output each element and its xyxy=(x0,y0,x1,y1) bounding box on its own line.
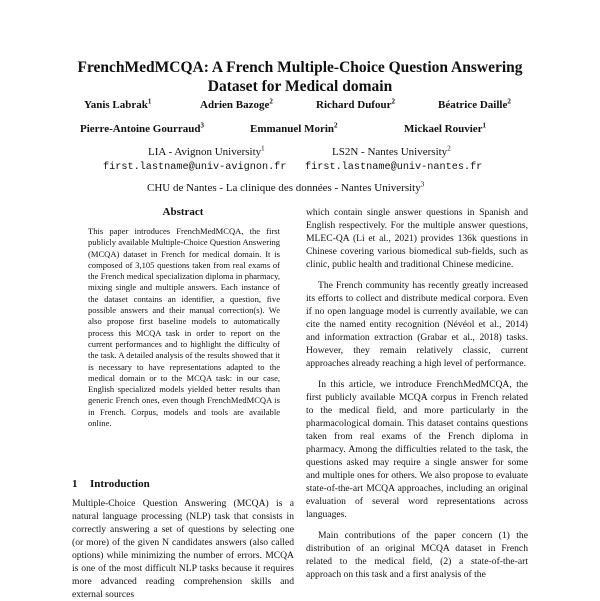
abstract-text: This paper introduces FrenchMedMCQA, the first publicly available Multiple-Choice Question Answering (MCQA) dataset in French for medical domain. It is composed of 3,105 questions taken from real exams of the French medical specialization diploma in pharmacy, mixing single and multiple answers. Each instance of the dataset contains an identifier, a question, five possible answers and their manual correction(s). We also propose first baseline models to automatically process this MCQA task in order to report on the current performances and to highlight the difficulty of the task. A detailed analysis of the results showed that it is necessary to have representations adapted to the medical domain or to the MCQA task: in our case, English specialized models yielded better results than generic French ones, even though FrenchMedMCQA is in French. Corpus, models and tools are available online. xyxy=(88,226,280,429)
email-1[interactable]: first.lastname@univ-avignon.fr xyxy=(103,162,287,173)
section-heading-introduction xyxy=(72,478,150,490)
affiliation-2-text: LS2N - Nantes University xyxy=(332,146,448,158)
author-name: Pierre-Antoine Gourraud xyxy=(80,123,201,135)
section-number: 1 xyxy=(72,478,78,490)
title-line-2: Dataset for Medical domain xyxy=(207,78,393,95)
paper-title xyxy=(40,58,560,96)
author-sup: 1 xyxy=(147,97,152,106)
right-paragraph-1: which contain single answer questions in Spanish and English respectively. For the multiple answer questions, MLEC-QA (Li et al., 2021) provides 136k questions in Chinese covering various biomedical sub-fields, such as clinic, public health and traditional Chinese medicine. xyxy=(306,207,528,270)
author-sup: 1 xyxy=(482,121,487,130)
email-2[interactable]: first.lastname@univ-nantes.fr xyxy=(305,162,483,173)
affiliation-3 xyxy=(147,181,424,195)
right-paragraph-3: In this article, we introduce FrenchMedMCQA, the first publicly available MCQA corpus in French related to the medical field, and more particularly in the pharmacological domain. This dataset contains questions taken from real exams of the French diploma in pharmacy. Among the difficulties related to the task, the questions asked may require a single answer for some and multiple ones for others. We also propose to evaluate state-of-the-art MCQA approaches, including an original evaluation of several word representations across languages. xyxy=(306,379,528,520)
affiliation-3-text: CHU de Nantes - La clinique des données - Nantes University xyxy=(147,182,421,194)
author-name: Emmanuel Morin xyxy=(250,123,335,135)
affiliation-2-sup: 2 xyxy=(447,144,451,153)
author xyxy=(316,98,395,112)
author-sup: 2 xyxy=(391,97,395,106)
affiliation-1 xyxy=(148,145,265,159)
affiliation-2 xyxy=(332,145,451,159)
introduction-text: Multiple-Choice Question Answering (MCQA) is a natural language processing (NLP) task that consists in correctly answering a set of questions by selecting one (or more) of the given N candidates answers (also called options) while minimizing the number of errors. MCQA is one of the most difficult NLP tasks because it requires more advanced reading comprehension skills and external sources xyxy=(72,498,294,600)
author xyxy=(200,98,273,112)
affiliation-1-text: LIA - Avignon University xyxy=(148,146,262,158)
author-name: Yanis Labrak xyxy=(84,99,148,111)
affiliation-1-sup: 1 xyxy=(261,144,265,153)
author-sup: 2 xyxy=(334,121,338,130)
author-name: Béatrice Daille xyxy=(438,99,508,111)
right-paragraph-4: Main contributions of the paper concern (1) the distribution of an original MCQA dataset in French related to the medical field, (2) a state-of-the-art approach on this task and a first analysis of the xyxy=(306,530,528,580)
affiliation-3-sup: 3 xyxy=(420,180,425,189)
section-title: Introduction xyxy=(90,478,150,490)
author-name: Richard Dufour xyxy=(316,99,392,111)
author xyxy=(250,122,338,136)
author xyxy=(84,98,151,112)
author xyxy=(404,122,486,136)
author-sup: 2 xyxy=(269,97,273,106)
author xyxy=(80,122,204,136)
author-sup: 3 xyxy=(200,121,204,130)
author-sup: 2 xyxy=(507,97,511,106)
right-paragraph-2: The French community has recently greatly increased its efforts to collect and distribute medical corpora. Even if no open language model is currently available, we can cite the named entity recognition (Névéol et al., 2014) and information extraction (Grabar et al., 2018) tasks. However, they remain relatively classic, current approaches already reaching a high level of performance. xyxy=(306,280,528,369)
author xyxy=(438,98,511,112)
author-name: Adrien Bazoge xyxy=(200,99,270,111)
author-name: Mickael Rouvier xyxy=(404,123,483,135)
title-line-1: FrenchMedMCQA: A French Multiple-Choice Question Answering xyxy=(77,59,523,76)
right-column xyxy=(306,206,528,589)
abstract-heading: Abstract xyxy=(162,206,204,218)
